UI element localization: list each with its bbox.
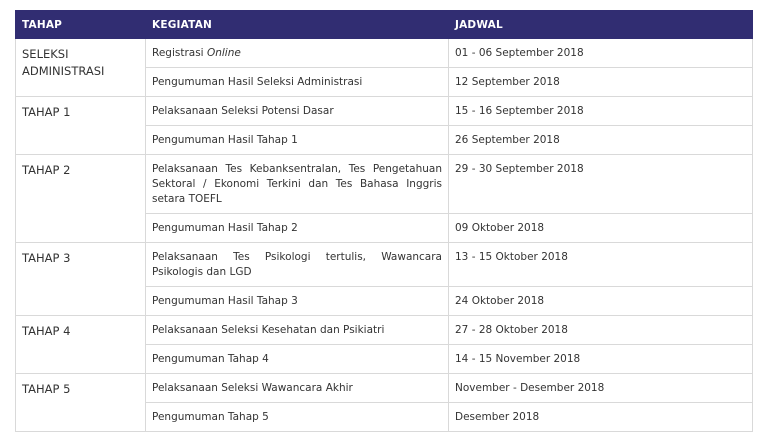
table-row — [16, 155, 753, 214]
table-row — [16, 316, 753, 345]
schedule-table-container — [15, 10, 752, 432]
stage-cell: TAHAP 5 — [16, 374, 146, 432]
header-jadwal: JADWAL — [449, 11, 753, 39]
activity-cell — [146, 39, 449, 68]
activity-text: Registrasi — [152, 47, 207, 59]
activity-cell: Pengumuman Tahap 4 — [146, 345, 449, 374]
table-row — [16, 97, 753, 126]
table-row — [16, 374, 753, 403]
date-cell: November - Desember 2018 — [449, 374, 753, 403]
activity-cell: Pengumuman Hasil Tahap 2 — [146, 214, 449, 243]
date-cell: 29 - 30 September 2018 — [449, 155, 753, 214]
table-row — [16, 243, 753, 287]
activity-cell: Pelaksanaan Tes Kebanksentralan, Tes Pengetahuan Sektoral / Ekonomi Terkini dan Tes Bahasa Inggris setara TOEFL — [146, 155, 449, 214]
header-row — [16, 11, 753, 39]
date-cell: Desember 2018 — [449, 403, 753, 432]
schedule-table — [15, 10, 753, 432]
activity-cell: Pengumuman Tahap 5 — [146, 403, 449, 432]
date-cell: 15 - 16 September 2018 — [449, 97, 753, 126]
activity-cell: Pelaksanaan Tes Psikologi tertulis, Wawancara Psikologis dan LGD — [146, 243, 449, 287]
activity-cell: Pelaksanaan Seleksi Potensi Dasar — [146, 97, 449, 126]
date-cell: 01 - 06 September 2018 — [449, 39, 753, 68]
date-cell: 12 September 2018 — [449, 68, 753, 97]
activity-cell: Pelaksanaan Seleksi Kesehatan dan Psikiatri — [146, 316, 449, 345]
header-kegiatan: KEGIATAN — [146, 11, 449, 39]
activity-emphasis: Online — [206, 47, 241, 59]
date-cell: 13 - 15 Oktober 2018 — [449, 243, 753, 287]
stage-cell: TAHAP 1 — [16, 97, 146, 155]
date-cell: 09 Oktober 2018 — [449, 214, 753, 243]
stage-cell: TAHAP 3 — [16, 243, 146, 316]
activity-cell: Pengumuman Hasil Tahap 1 — [146, 126, 449, 155]
date-cell: 24 Oktober 2018 — [449, 287, 753, 316]
date-cell: 27 - 28 Oktober 2018 — [449, 316, 753, 345]
stage-cell: TAHAP 2 — [16, 155, 146, 243]
date-cell: 14 - 15 November 2018 — [449, 345, 753, 374]
activity-cell: Pengumuman Hasil Tahap 3 — [146, 287, 449, 316]
activity-cell: Pelaksanaan Seleksi Wawancara Akhir — [146, 374, 449, 403]
activity-cell: Pengumuman Hasil Seleksi Administrasi — [146, 68, 449, 97]
date-cell: 26 September 2018 — [449, 126, 753, 155]
stage-cell: TAHAP 4 — [16, 316, 146, 374]
header-tahap: TAHAP — [16, 11, 146, 39]
stage-cell: SELEKSI ADMINISTRASI — [16, 39, 146, 97]
table-row — [16, 39, 753, 68]
